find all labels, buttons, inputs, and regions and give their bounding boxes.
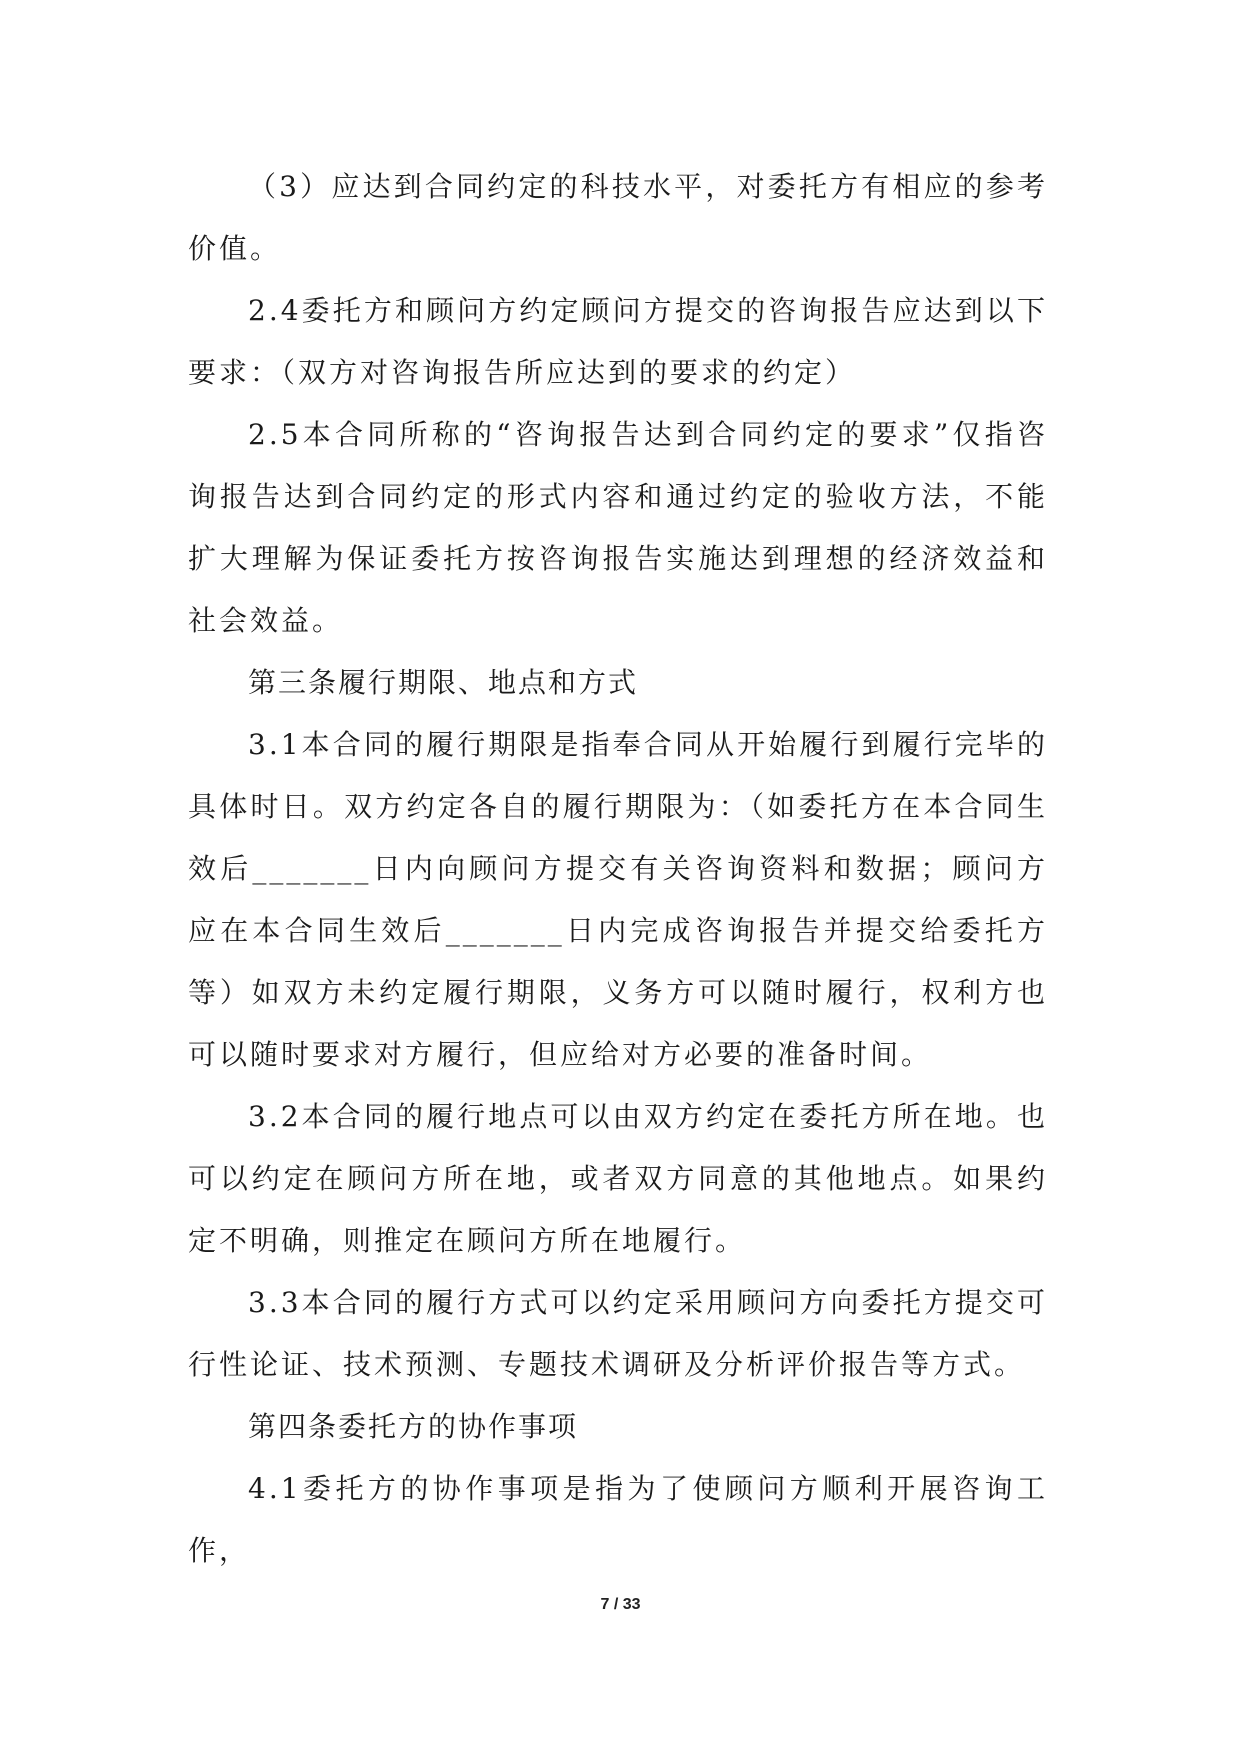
paragraph-clause-3-2: 3.2本合同的履行地点可以由双方约定在委托方所在地。也可以约定在顾问方所在地，或者双方同意的其他地点。如果约定不明确，则推定在顾问方所在地履行。 — [188, 1100, 1048, 1257]
section-heading-article-3: 第三条履行期限、地点和方式 — [248, 666, 639, 699]
document-body — [188, 156, 1048, 1582]
paragraph-clause-2-4: 2.4委托方和顾问方约定顾问方提交的咨询报告应达到以下要求：（双方对咨询报告所应达到的要求的约定） — [188, 294, 1048, 389]
paragraph-clause-3-1: 3.1本合同的履行期限是指奉合同从开始履行到履行完毕的具体时日。双方约定各自的履行期限为：（如委托方在本合同生效后_______日内向顾问方提交有关咨询资料和数据；顾问方应在本合同生效后_______日内完成咨询报告并提交给委托方等）如双方未约定履行期限，义务方可以随时履行，权利方也可以随时要求对方履行，但应给对方必要的准备时间。 — [188, 728, 1048, 1071]
paragraph-item-3-requirement: （3）应达到合同约定的科技水平，对委托方有相应的参考价值。 — [188, 170, 1048, 265]
page-number: 7 / 33 — [600, 1596, 641, 1613]
paragraph-clause-3-3: 3.3本合同的履行方式可以约定采用顾问方向委托方提交可行性论证、技术预测、专题技术调研及分析评价报告等方式。 — [188, 1286, 1048, 1381]
section-heading-article-4: 第四条委托方的协作事项 — [248, 1410, 579, 1443]
paragraph-clause-4-1: 4.1委托方的协作事项是指为了使顾问方顺利开展咨询工作， — [188, 1472, 1048, 1567]
paragraph-clause-2-5: 2.5本合同所称的“咨询报告达到合同约定的要求”仅指咨询报告达到合同约定的形式内容和通过约定的验收方法，不能扩大理解为保证委托方按咨询报告实施达到理想的经济效益和社会效益。 — [188, 418, 1048, 637]
